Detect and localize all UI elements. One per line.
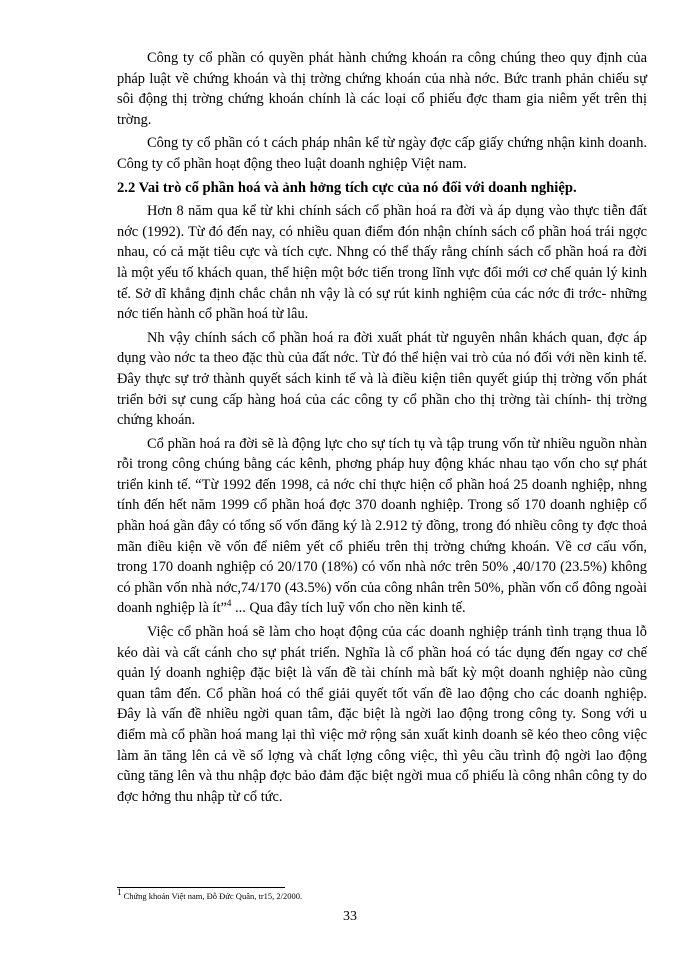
document-page xyxy=(117,48,647,810)
paragraph-capital-text: Cổ phần hoá ra đời sẽ là động lực cho sự tích tụ và tập trung vốn từ nhiều nguồn nhàn rỗi trong công chúng bằng các kênh, phơng pháp huy động khác nhau tạo vốn cho sự phát triển kinh tế. “Từ 1992 đến 1998, cả nớc chỉ thực hiện cổ phần hoá 25 doanh nghiệp, nhng tính đến hết năm 1999 cổ phần hoá đợc 370 doanh nghiệp. Trong số 170 doanh nghiệp cổ phần hoá gần đây có tổng số vốn đăng ký là 2.912 tỷ đồng, trong đó nhiều công ty đợc thoả mãn điều kiện về vốn để niêm yết cổ phiếu trên thị trờng chứng khoán. Về cơ cấu vốn, trong 170 doanh nghiệp có 20/170 (18%) có vốn nhà nớc trên 50% ,40/170 (23.5%) không có phần vốn nhà nớc,74/170 (43.5%) vốn của công nhân trên 50%, phần vốn cổ đông ngoài doanh nghiệp là ít” xyxy=(117,435,647,617)
footnote xyxy=(117,887,647,902)
footnote-divider xyxy=(117,887,285,888)
section-heading: 2.2 Vai trò cổ phần hoá và ảnh hởng tích cực của nó đối với doanh nghiệp. xyxy=(117,179,577,196)
page-number: 33 xyxy=(343,909,357,924)
paragraph-enterprise-benefits: Việc cổ phần hoá sẽ làm cho hoạt động của các doanh nghiệp tránh tình trạng thua lỗ kéo dài và cất cánh cho sự phát triển. Nghĩa là cổ phần hoá có tác dụng đến ngay cơ chế quản lý doanh nghiệp đặc biệt là vấn đề tài chính mà bất kỳ một doanh nghiệp nào cũng quan tâm đến. Cổ phần hoá có thể giải quyết tốt vấn đề lao động cho các doanh nghiệp. Đây là vấn đề nhiều ngời quan tâm, đặc biệt là ngời lao động trong công ty. Song với u điểm mà cổ phần hoá mang lại thì việc mở rộng sản xuất kinh doanh sẽ kéo theo công việc làm ăn tăng lên cả về số lợng và chất lợng công việc, thì yêu cầu trình độ ngời lao động cũng tăng lên và thu nhập đợc bảo đảm đặc biệt ngời mua cổ phiếu là công nhân công ty do đợc hởng thu nhập từ cổ tức. xyxy=(117,624,647,805)
footnote-mark: 1 xyxy=(117,887,122,898)
paragraph-capital-accumulation xyxy=(117,434,647,619)
paragraph-legal-status: Công ty cổ phần có t cách pháp nhân kể từ ngày đợc cấp giấy chứng nhận kinh doanh. Công ty cổ phần hoạt động theo luật doanh nghiệp Việt nam. xyxy=(117,135,647,172)
footnote-text: Chứng khoán Việt nam, Đỗ Đức Quân, tr15, 2/2000. xyxy=(121,891,303,901)
footnote-reference: 4 xyxy=(226,598,232,609)
paragraph-policy-role: Nh vậy chính sách cổ phần hoá ra đời xuất phát từ nguyên nhân khách quan, đợc áp dụng vào nớc ta theo đặc thù của đất nớc. Từ đó thể hiện vai trò của nó đối với nền kinh tế. Đây thực sự trở thành quyết sách kinh tế và là điều kiện tiên quyết giúp thị trờng vốn phát triển bởi sự cung cấp hàng hoá của các công ty cổ phần cho thị trờng tài chính- thị trờng chứng khoán. xyxy=(117,329,647,429)
paragraph-securities-issuance: Công ty cổ phần có quyền phát hành chứng khoán ra công chúng theo quy định của pháp luật về chứng khoán và thị trờng chứng khoán của nhà nớc. Bức tranh phản chiếu sự sôi động thị trờng chứng khoán chính là các loại cổ phiếu đợc tham gia niêm yết trên thị trờng. xyxy=(117,50,647,128)
paragraph-capital-tail: ... Qua đây tích luỹ vốn cho nền kinh tế. xyxy=(231,600,466,617)
paragraph-policy-history: Hơn 8 năm qua kể từ khi chính sách cổ phần hoá ra đời và áp dụng vào thực tiễn đất nớc (1992). Từ đó đến nay, có nhiều quan điểm đón nhận chính sách cổ phần hoá trái ngợc nhau, có cả mặt tiêu cực và tích cực. Nhng có thể thấy rằng chính sách cổ phần hoá ra đời là một yếu tố khách quan, thể hiện một bớc tiến trong lĩnh vực đổi mới cơ chế quản lý kinh tế. Sở dĩ khẳng định chắc chắn nh vậy là có sự rút kinh nghiệm của các nớc đi trớc- những nớc tiến hành cổ phần hoá từ lâu. xyxy=(117,203,647,323)
